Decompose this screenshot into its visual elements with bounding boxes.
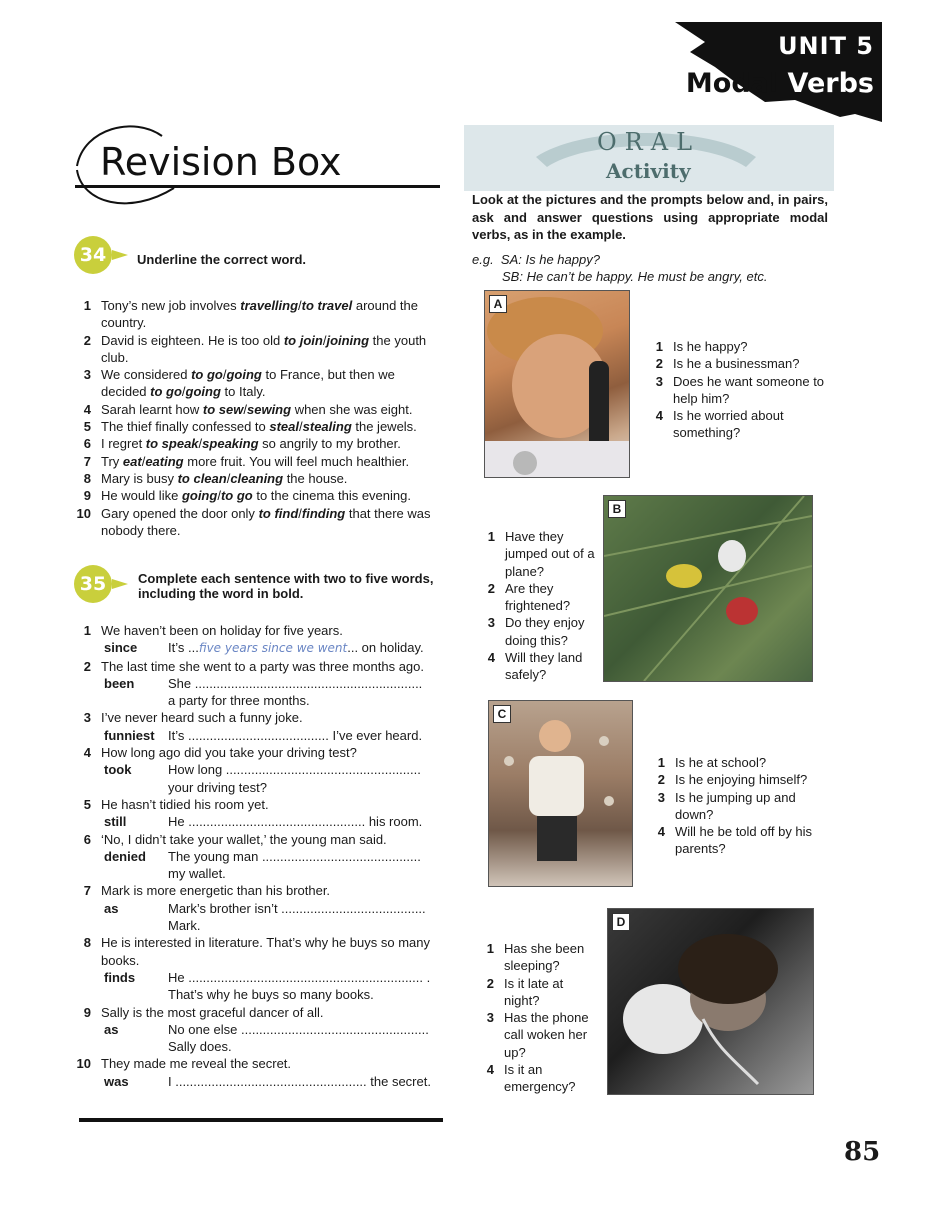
photo-a-shapes [485, 291, 629, 477]
option-word: cleaning [230, 470, 284, 486]
item-number: 8 [83, 470, 91, 486]
item-sentence: How long ago did you take your driving test? [101, 745, 357, 761]
answer-line [74, 639, 444, 657]
photo-a-questions [653, 338, 828, 442]
key-word: been [104, 675, 135, 691]
question-number: 3 [657, 789, 665, 805]
list-item [74, 366, 440, 401]
list-item [74, 709, 444, 726]
answer-text: He ................................................................. . [168, 969, 431, 985]
item-text: Gary opened the door only to find/finding that there was nobody there. [101, 505, 431, 538]
question-number: 4 [657, 824, 665, 840]
answer-text: Mark’s brother isn’t ........................................ [168, 900, 426, 916]
option-word: to travel [301, 298, 353, 313]
question-text: Is he at school? [675, 755, 767, 770]
item-sentence: Sally is the most graceful dancer of all. [101, 1004, 324, 1020]
question-number: 3 [487, 615, 495, 631]
option-word: going [185, 384, 221, 400]
photo-c-shapes [489, 701, 632, 886]
item-number: 9 [83, 488, 91, 504]
answer-continuation: Sally does. [168, 1039, 232, 1055]
question-number: 3 [655, 373, 663, 389]
question-number: 2 [657, 772, 665, 788]
item-text: The thief finally confessed to steal/stealing the jewels. [101, 419, 417, 435]
unit-banner [675, 22, 882, 122]
handwritten-answer: five years since we went [198, 641, 348, 656]
photo-b-shapes [604, 496, 812, 681]
item-number: 5 [83, 419, 91, 435]
item-number: 2 [83, 332, 91, 348]
example-sb: SB: He can’t be happy. He must be angry, etc. [502, 269, 768, 285]
ex34-list [74, 297, 440, 539]
option-word: to find [258, 505, 299, 521]
list-item [74, 622, 444, 639]
question-item [485, 614, 600, 649]
item-text: I regret to speak/speaking so angrily to my brother. [101, 436, 401, 452]
question-item [484, 1009, 599, 1061]
question-item [485, 649, 600, 684]
key-word: finds [104, 969, 136, 985]
list-item [74, 487, 440, 504]
photo-c-questions [655, 754, 830, 858]
question-number: 3 [486, 1010, 494, 1026]
list-item [74, 505, 440, 540]
photo-c [488, 700, 633, 887]
question-text: Will they land safely? [505, 650, 583, 683]
list-item [74, 796, 444, 813]
question-text: Have they jumped out of a plane? [505, 529, 595, 579]
revision-rule [75, 185, 440, 188]
answer-text: No one else .................................................... [168, 1021, 429, 1037]
item-number: 10 [76, 505, 91, 521]
item-text: Try eat/eating more fruit. You will feel much healthier. [101, 453, 410, 469]
answer-line [74, 848, 444, 865]
question-number: 1 [655, 339, 663, 354]
item-number: 5 [83, 796, 91, 812]
item-sentence: The last time she went to a party was three months ago. [101, 658, 424, 674]
question-text: Has the phone call woken her up? [504, 1010, 589, 1060]
item-sentence: They made me reveal the secret. [101, 1056, 292, 1072]
key-word: was [104, 1073, 129, 1089]
list-item [74, 1004, 444, 1021]
answer-text: It’s ....................................... I’ve ever heard. [168, 727, 423, 743]
question-text: Is it late at night? [504, 975, 564, 1008]
list-item [74, 418, 440, 435]
ex34-badge [74, 236, 128, 274]
item-number: 7 [83, 883, 91, 899]
question-item [655, 823, 830, 858]
unit-label: UNIT 5 [778, 32, 874, 60]
answer-line [74, 761, 444, 778]
item-text: We considered to go/going to France, but then we decided to go/going to Italy. [101, 367, 395, 400]
question-item [653, 355, 828, 372]
photo-d-label: D [612, 913, 630, 931]
answer-continuation: your driving test? [168, 779, 267, 795]
option-word: going [226, 367, 262, 383]
question-text: Is he jumping up and down? [675, 789, 796, 822]
question-item [655, 771, 830, 788]
list-item [74, 470, 440, 487]
question-item [653, 338, 828, 355]
option-word: travelling [240, 298, 299, 313]
item-number: 7 [83, 453, 91, 469]
item-number: 4 [83, 401, 91, 417]
oral-instruction: Look at the pictures and the prompts below and, in pairs, ask and answer questions using appropriate modal verbs, as in the example. [472, 192, 828, 242]
photo-b-label: B [608, 500, 626, 518]
question-text: Is he enjoying himself? [675, 772, 808, 788]
question-number: 2 [655, 356, 663, 372]
option-word: to speak [145, 436, 199, 452]
item-number: 8 [83, 935, 91, 951]
option-word: speaking [202, 436, 259, 452]
list-item [74, 744, 444, 761]
item-sentence: We haven’t been on holiday for five years. [101, 623, 343, 638]
exercise-badge-icon: 35 [74, 565, 112, 603]
question-number: 2 [486, 975, 494, 991]
question-item [485, 528, 600, 580]
answer-line [74, 900, 444, 917]
question-text: Has she been sleeping? [504, 941, 585, 974]
badge-tail [112, 579, 128, 589]
question-item [484, 1061, 599, 1096]
list-item [74, 882, 444, 899]
example-sa: SA: Is he happy? [500, 252, 600, 267]
unit-title-part-a: Modal [685, 68, 779, 99]
list-item [74, 658, 444, 675]
question-text: Is he a businessman? [673, 356, 800, 372]
list-item [74, 453, 440, 470]
answer-continuation: my wallet. [168, 866, 226, 882]
question-number: 4 [487, 650, 495, 666]
item-sentence: He hasn’t tidied his room yet. [101, 796, 269, 812]
question-item [653, 373, 828, 408]
answer-line [74, 675, 444, 692]
question-number: 1 [486, 941, 494, 956]
example-prefix: e.g. [472, 252, 494, 267]
item-text: Sarah learnt how to sew/sewing when she was eight. [101, 401, 413, 417]
photo-b [603, 495, 813, 682]
key-word: as [104, 900, 119, 916]
question-number: 4 [486, 1062, 494, 1078]
question-number: 1 [487, 529, 495, 544]
photo-d [607, 908, 814, 1095]
answer-text: It’s ...five years since we went... on holiday. [168, 640, 424, 656]
answer-line [74, 1021, 444, 1038]
revision-box-title: Revision Box [100, 140, 342, 184]
item-sentence: He is interested in literature. That’s why he buys so many books. [101, 935, 431, 968]
unit-title-part-b: Verbs [778, 68, 874, 99]
activity-title: Activity [606, 159, 691, 183]
question-item [484, 975, 599, 1010]
photo-a-label: A [489, 295, 507, 313]
bottom-rule [79, 1118, 443, 1122]
item-number: 1 [83, 298, 91, 313]
answer-line [74, 969, 444, 986]
key-word: denied [104, 848, 146, 864]
question-text: Is it an emergency? [504, 1062, 576, 1095]
option-word: finding [301, 505, 346, 521]
question-text: Does he want someone to help him? [673, 373, 825, 406]
ex35-instruction: Complete each sentence with two to five words, including the word in bold. [138, 571, 434, 601]
option-word: eat [122, 453, 142, 469]
key-word: since [104, 640, 138, 656]
item-number: 3 [83, 367, 91, 383]
option-word: to go [191, 367, 223, 383]
item-number: 6 [83, 831, 91, 847]
item-text: Mary is busy to clean/cleaning the house. [101, 470, 348, 486]
question-item [655, 754, 830, 771]
item-sentence: Mark is more energetic than his brother. [101, 883, 331, 899]
item-number: 6 [83, 436, 91, 452]
item-number: 1 [83, 623, 91, 638]
photo-d-shapes [608, 909, 813, 1094]
answer-line [74, 1073, 444, 1090]
list-item [74, 332, 440, 367]
option-word: going [181, 488, 218, 504]
option-word: to go [220, 488, 253, 504]
question-item [653, 407, 828, 442]
key-word: funniest [104, 727, 155, 743]
answer-text: I ..................................................... the secret. [168, 1073, 431, 1089]
photo-c-label: C [493, 705, 511, 723]
list-item [74, 401, 440, 418]
answer-continuation: a party for three months. [168, 693, 310, 709]
answer-text: She ............................................................... [168, 675, 423, 691]
answer-text: How long ...................................................... [168, 762, 421, 778]
key-word: still [104, 814, 127, 830]
option-word: steal [269, 419, 300, 435]
photo-b-questions [485, 528, 600, 684]
ex35-badge [74, 565, 128, 603]
list-item [74, 831, 444, 848]
answer-line [74, 813, 444, 830]
item-text: Tony’s new job involves travelling/to travel around the country. [101, 298, 419, 331]
answer-text: The young man ............................................ [168, 848, 421, 864]
option-word: to join [283, 332, 323, 348]
exercise-badge-icon: 34 [74, 236, 112, 274]
question-number: 4 [655, 408, 663, 424]
photo-a [484, 290, 630, 478]
question-text: Will he be told off by his parents? [675, 824, 813, 857]
item-number: 9 [83, 1004, 91, 1020]
ex35-list [74, 622, 444, 1090]
list-item [74, 435, 440, 452]
list-item [74, 297, 440, 332]
question-text: Do they enjoy doing this? [505, 615, 585, 648]
question-item [655, 789, 830, 824]
page-number: 85 [844, 1137, 881, 1167]
option-word: to sew [202, 401, 244, 417]
list-item [74, 1055, 444, 1072]
question-text: Is he happy? [673, 339, 748, 354]
item-text: David is eighteen. He is too old to join/joining the youth club. [101, 332, 427, 365]
option-word: to clean [177, 470, 227, 486]
item-text: He would like going/to go to the cinema this evening. [101, 488, 411, 504]
ex34-instruction: Underline the correct word. [137, 252, 307, 267]
key-word: took [104, 762, 132, 778]
oral-title: ORAL [597, 128, 701, 156]
oral-example [472, 251, 767, 286]
question-item [485, 580, 600, 615]
question-number: 1 [657, 755, 665, 770]
question-text: Is he worried about something? [673, 408, 784, 441]
item-number: 3 [83, 710, 91, 726]
answer-continuation: Mark. [168, 918, 201, 934]
item-number: 10 [76, 1056, 91, 1072]
item-number: 4 [83, 745, 91, 761]
badge-tail [112, 250, 128, 260]
answer-line [74, 727, 444, 744]
key-word: as [104, 1021, 119, 1037]
option-word: sewing [247, 401, 292, 417]
question-item [484, 940, 599, 975]
answer-text: He ................................................. his room. [168, 814, 423, 830]
option-word: stealing [302, 419, 352, 435]
list-item [74, 934, 444, 969]
question-number: 2 [487, 580, 495, 596]
item-sentence: I’ve never heard such a funny joke. [101, 710, 303, 726]
option-word: eating [145, 453, 184, 469]
unit-title [686, 68, 874, 99]
photo-d-questions [484, 940, 599, 1096]
item-number: 2 [83, 658, 91, 674]
option-word: joining [326, 332, 370, 348]
answer-continuation: That’s why he buys so many books. [168, 987, 374, 1003]
option-word: to go [150, 384, 182, 400]
item-sentence: ‘No, I didn’t take your wallet,’ the young man said. [101, 831, 387, 847]
question-text: Are they frightened? [505, 580, 571, 614]
